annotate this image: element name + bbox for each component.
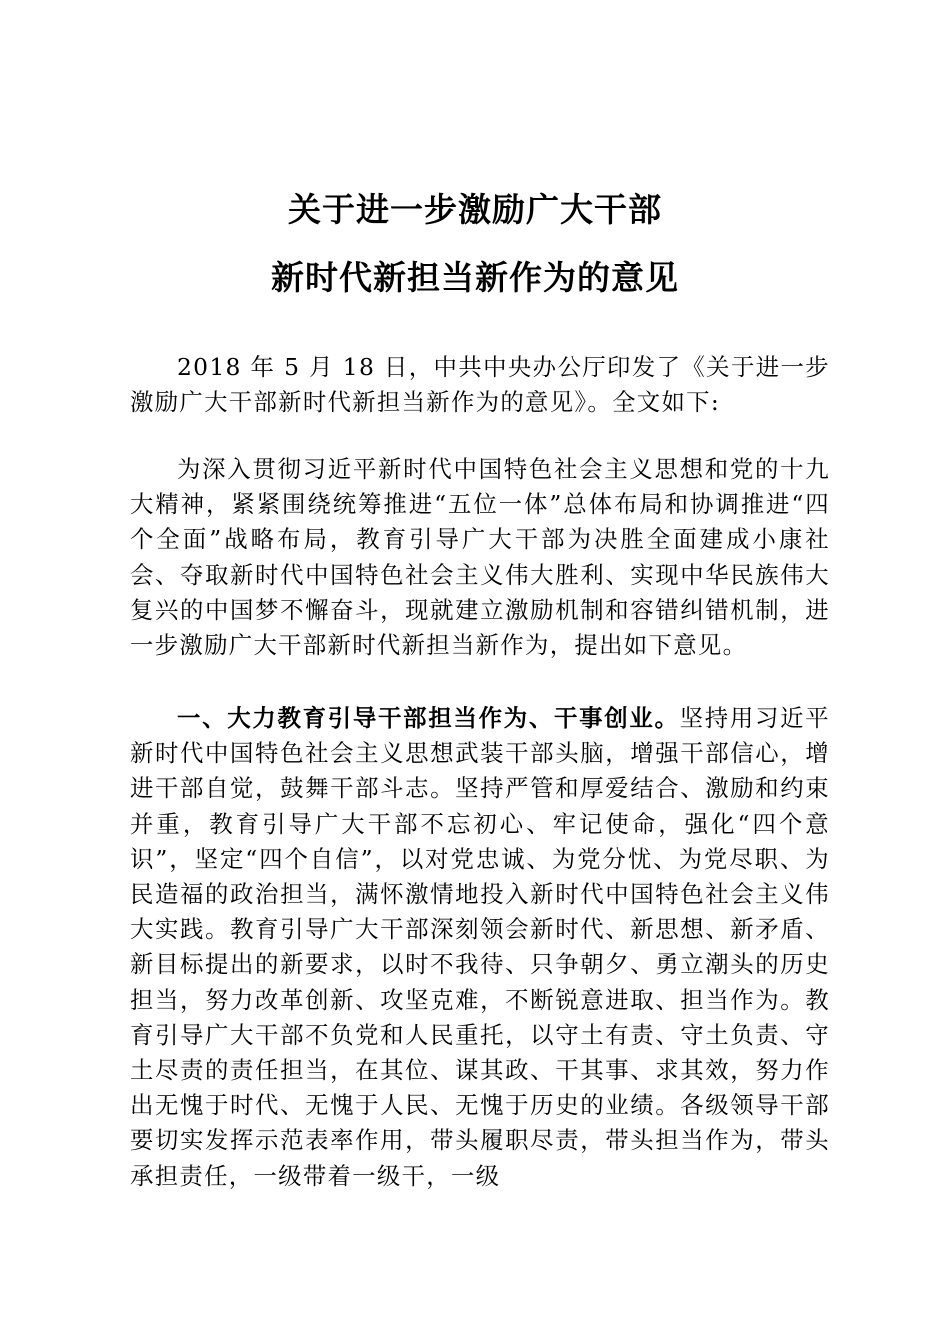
preamble-paragraph: 为深入贯彻习近平新时代中国特色社会主义思想和党的十九大精神，紧紧围绕统筹推进“五位一体”总体布局和协调推进“四个全面”战略布局，教育引导广大干部为决胜全面建成小康社会、夺取新时代中国特色社会主义伟大胜利、实现中华民族伟大复兴的中国梦不懈奋斗，现就建立激励机制和容错纠错机制，进一步激励广大干部新时代新担当新作为，提出如下意见。: [130, 455, 830, 660]
intro-paragraph: 2018 年 5 月 18 日，中共中央办公厅印发了《关于进一步激励广大干部新时代新担当新作为的意见》。全文如下:: [130, 353, 830, 417]
document-title-line-1: 关于进一步激励广大干部: [288, 190, 662, 229]
section-1-text: 坚持用习近平新时代中国特色社会主义思想武装干部头脑，增强干部信心，增进干部自觉，鼓舞干部斗志。坚持严管和厚爱结合、激励和约束并重，教育引导广大干部不忘初心、牢记使命，强化“四个意识”，坚定“四个自信”，以对党忠诚、为党分忧、为党尽职、为民造福的政治担当，满怀激情地投入新时代中国特色社会主义伟大实践。教育引导广大干部深刻领会新时代、新思想、新矛盾、新目标提出的新要求，以时不我待、只争朝夕、勇立潮头的历史担当，努力改革创新、攻坚克难，不断锐意进取、担当作为。教育引导广大干部不负党和人民重托，以守土有责、守土负责、守土尽责的责任担当，在其位、谋其政、干其事、求其效，努力作出无愧于时代、无愧于人民、无愧于历史的业绩。各级领导干部要切实发挥示范表率作用，带头履职尽责，带头担当作为，带头承担责任，一级带着一级干，一级: [130, 704, 830, 1190]
document-title-line-2: 新时代新担当新作为的意见: [271, 258, 679, 297]
section-1-heading: 一、大力教育引导干部担当作为、干事创业。: [177, 704, 680, 732]
section-1-paragraph: [130, 701, 830, 1194]
